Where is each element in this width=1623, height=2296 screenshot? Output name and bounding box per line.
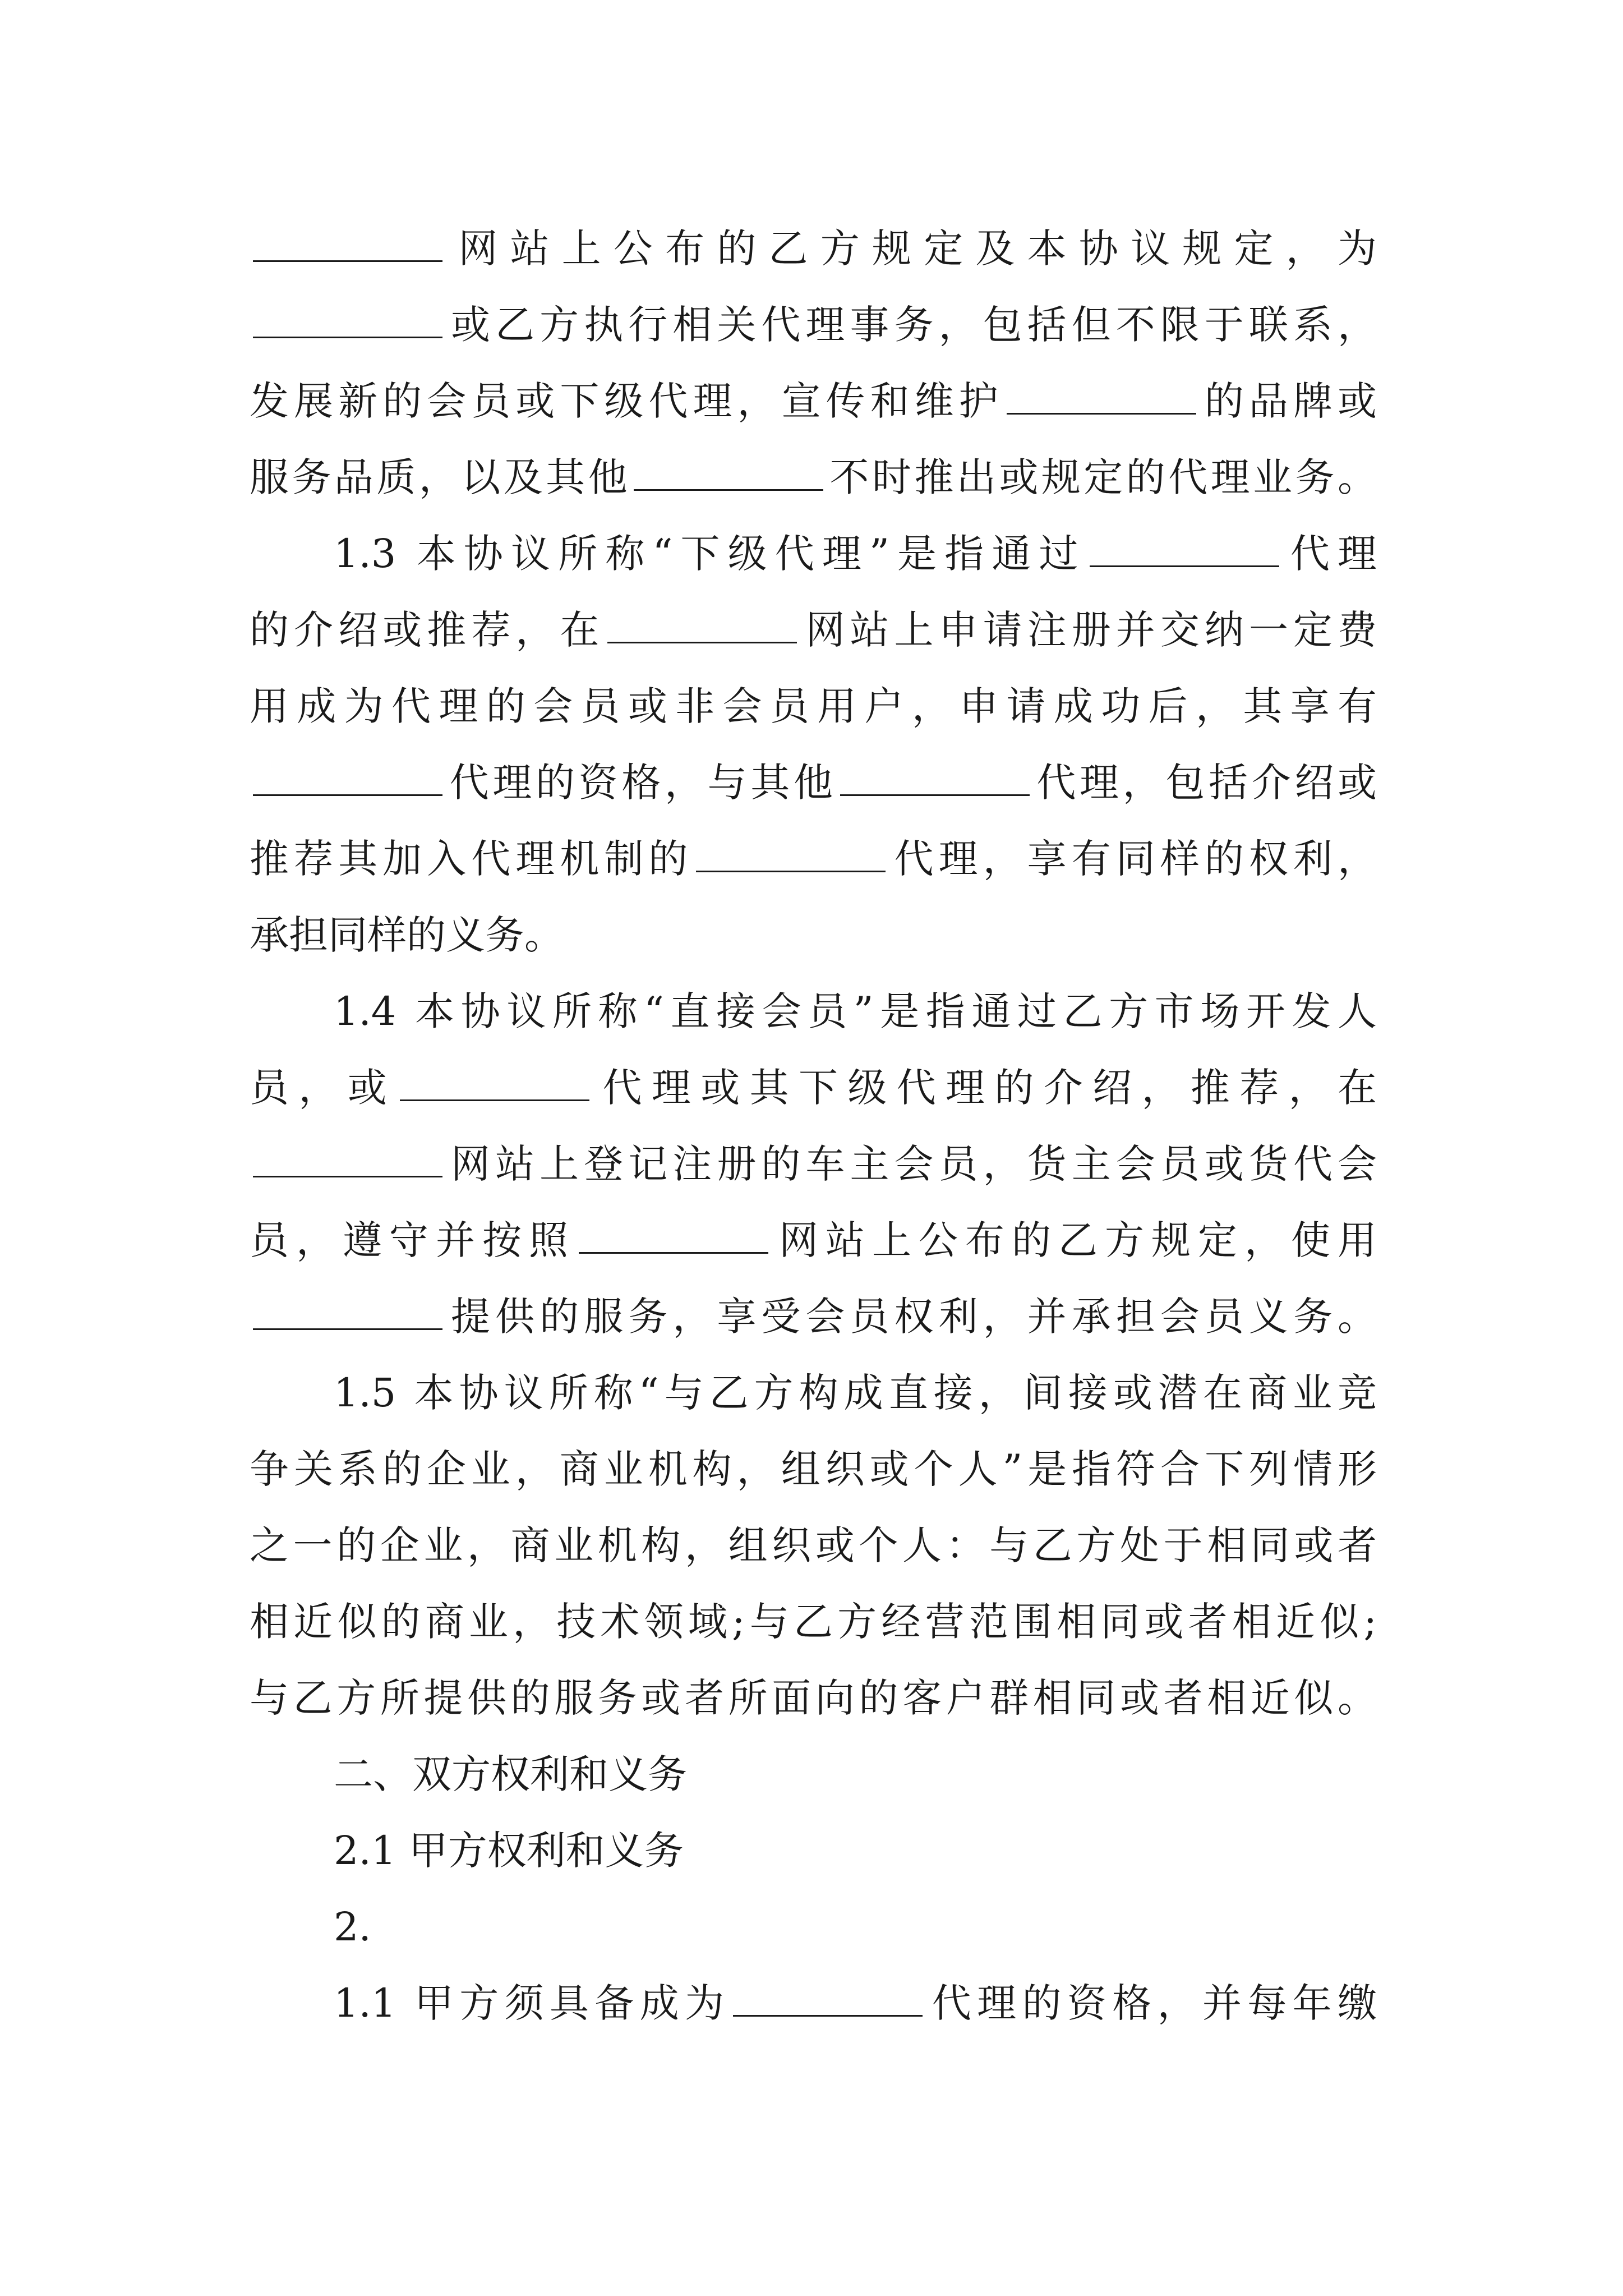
document-line	[250, 1660, 1377, 1736]
line-text: 代理或其下级代理的介绍，推荐，在	[593, 1065, 1377, 1111]
document-line	[250, 210, 1377, 287]
fill-in-blank	[253, 1295, 442, 1330]
document-line	[250, 973, 1377, 1050]
line-text: 之一的企业，商业机构，组织或个人：与乙方处于相同或者	[250, 1522, 1377, 1568]
fill-in-blank	[840, 761, 1030, 796]
line-text: 1.4 本协议所称“直接会员”是指通过乙方市场开发人	[334, 988, 1377, 1034]
document-line	[250, 516, 1377, 592]
document-line	[250, 363, 1377, 439]
document-line	[250, 1431, 1377, 1507]
document-line	[250, 1507, 1377, 1584]
document-line	[250, 1812, 1377, 1889]
fill-in-blank	[607, 608, 797, 643]
fill-in-blank	[1007, 379, 1196, 415]
fill-in-blank	[733, 1981, 923, 2017]
document-line	[250, 821, 1377, 897]
document-line	[250, 287, 1377, 363]
fill-in-blank	[1090, 532, 1279, 567]
line-text: 服务品质，以及其他	[250, 454, 631, 500]
document-line	[250, 1736, 1377, 1812]
line-text: 与乙方所提供的服务或者所面向的客户群相同或者相近似。	[250, 1675, 1377, 1721]
document-line	[250, 592, 1377, 668]
line-text: 1.1 甲方须具备成为	[334, 1980, 730, 2026]
line-text: 相近似的商业，技术领域;与乙方经营范围相同或者相近似;	[250, 1599, 1377, 1645]
document-line	[250, 1126, 1377, 1202]
line-text: 的介绍或推荐，在	[250, 607, 605, 653]
line-text: 网站上公布的乙方规定及本协议规定，为	[446, 226, 1377, 272]
document-line	[250, 439, 1377, 516]
line-text: 代理	[1282, 531, 1377, 577]
line-text: 1.5 本协议所称“与乙方构成直接，间接或潜在商业竞	[334, 1370, 1377, 1416]
document-line	[250, 1584, 1377, 1660]
fill-in-blank	[579, 1218, 768, 1254]
line-text: 发展新的会员或下级代理，宣传和维护	[250, 378, 1003, 424]
document-line	[250, 668, 1377, 744]
line-text: 员，或	[250, 1065, 397, 1111]
fill-in-blank	[400, 1066, 589, 1101]
line-text: 网站上公布的乙方规定，使用	[772, 1217, 1377, 1263]
line-text: 网站上申请注册并交纳一定费	[800, 607, 1377, 653]
fill-in-blank	[253, 1142, 442, 1177]
line-text: 用成为代理的会员或非会员用户，申请成功后，其享有	[250, 683, 1377, 729]
document-line	[250, 1889, 1377, 1965]
fill-in-blank	[634, 455, 823, 491]
document-line	[250, 1965, 1377, 2041]
document-body	[250, 210, 1377, 2041]
document-line	[250, 1202, 1377, 1278]
line-text: 提供的服务，享受会员权利，并承担会员义务。	[446, 1294, 1377, 1340]
document-line	[250, 1355, 1377, 1431]
line-text: 2.1 甲方权利和义务	[334, 1828, 684, 1874]
line-text: 网站上登记注册的车主会员，货主会员或货代会	[446, 1141, 1377, 1187]
document-line	[250, 744, 1377, 821]
line-text: 不时推出或规定的代理业务。	[827, 454, 1377, 500]
document-line	[250, 1278, 1377, 1355]
line-text: 推荐其加入代理机制的	[250, 836, 693, 882]
line-text: 2.	[334, 1904, 371, 1950]
line-text: 1.3 本协议所称“下级代理”是指通过	[334, 531, 1086, 577]
line-text: 二、双方权利和义务	[334, 1751, 687, 1797]
line-text: 代理的资格，与其他	[446, 760, 837, 806]
line-text: 代理，包括介绍或	[1032, 760, 1377, 806]
document-line	[250, 897, 1377, 973]
fill-in-blank	[253, 303, 442, 338]
document-line	[250, 1050, 1377, 1126]
line-text: 的品牌或	[1199, 378, 1377, 424]
fill-in-blank	[253, 761, 442, 796]
line-text: 或乙方执行相关代理事务，包括但不限于联系，	[446, 302, 1377, 348]
line-text: 代理，享有同样的权利，	[889, 836, 1377, 882]
line-text: 承担同样的义务。	[250, 912, 564, 958]
line-text: 员，遵守并按照	[250, 1217, 575, 1263]
fill-in-blank	[696, 837, 886, 872]
fill-in-blank	[253, 227, 442, 262]
line-text: 争关系的企业，商业机构，组织或个人”是指符合下列情形	[250, 1446, 1377, 1492]
line-text: 代理的资格，并每年缴	[926, 1980, 1377, 2026]
